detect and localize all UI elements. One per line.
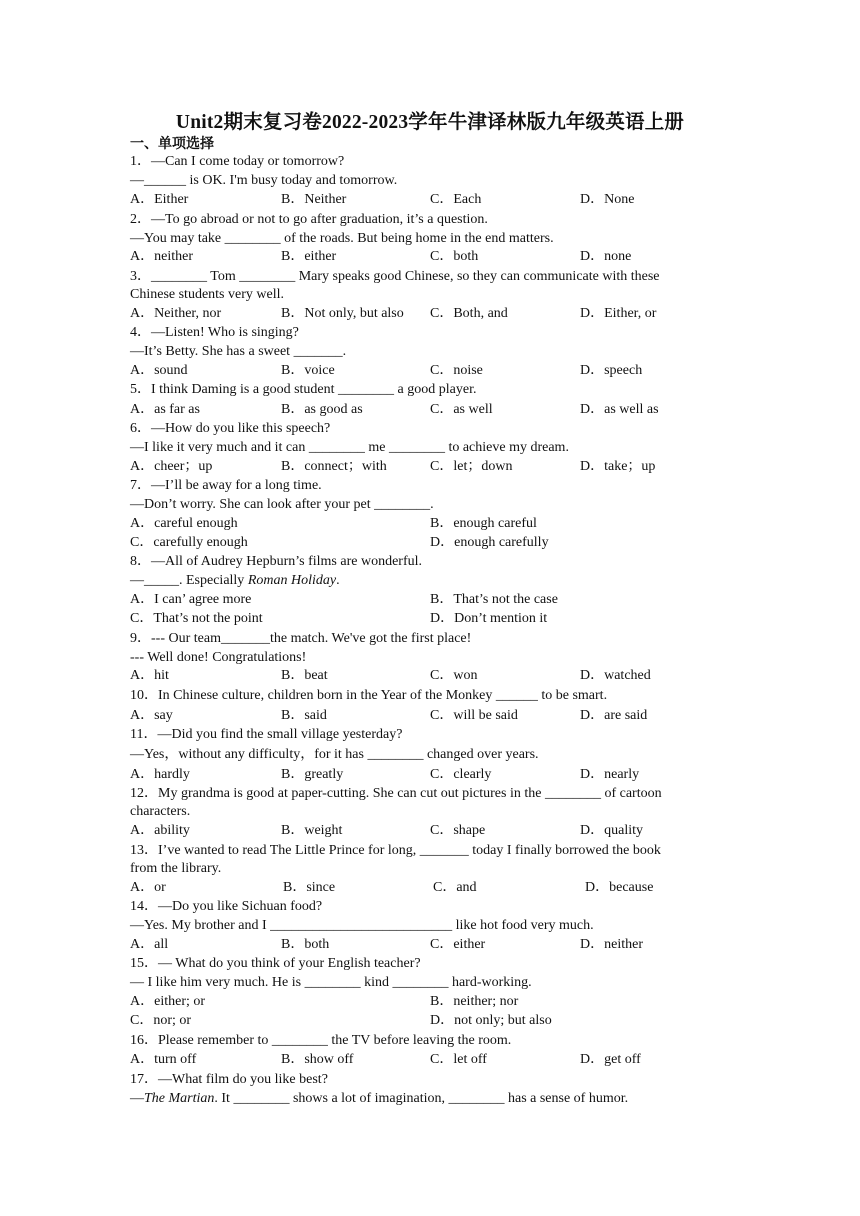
page-title: Unit2期末复习卷2022-2023学年牛津译林版九年级英语上册	[175, 112, 685, 133]
option-d: D．neither	[580, 937, 643, 952]
option-a: A．I can’ agree more	[130, 592, 252, 607]
option-c: C．clearly	[430, 767, 492, 782]
option-c: C．Both, and	[430, 306, 508, 321]
question-stem: 3．________ Tom ________ Mary speaks good Chinese, so they can communicate with these	[130, 269, 660, 284]
option-d: D．take；up	[580, 459, 656, 474]
question-stem: 11．—Did you find the small village yesterday?	[130, 727, 403, 742]
option-d: D．enough carefully	[430, 535, 549, 550]
option-a: A．say	[130, 708, 173, 723]
question-stem: 9．--- Our team_______the match. We've got the first place!	[130, 631, 472, 646]
question-stem: 8．—All of Audrey Hepburn’s films are wonderful.	[130, 554, 422, 569]
question-line: characters.	[130, 804, 191, 819]
option-b: B．as good as	[281, 402, 363, 417]
option-c: C．That’s not the point	[130, 611, 263, 626]
question-line: —I like it very much and it can ________ me ________ to achieve my dream.	[130, 440, 569, 455]
option-a: A．hit	[130, 668, 169, 683]
option-d: D．are said	[580, 708, 648, 723]
question-stem: 7．—I’ll be away for a long time.	[130, 478, 322, 493]
option-d: D．none	[580, 249, 632, 264]
option-c: C．either	[430, 937, 486, 952]
option-b: B．neither; nor	[430, 994, 519, 1009]
question-line: —______ is OK. I'm busy today and tomorrow.	[130, 173, 398, 188]
option-c: C．as well	[430, 402, 493, 417]
option-c: C．carefully enough	[130, 535, 248, 550]
question-line: —The Martian. It ________ shows a lot of imagination, ________ has a sense of humor.	[130, 1091, 629, 1106]
option-a: A．all	[130, 937, 169, 952]
option-c: C．won	[430, 668, 478, 683]
option-d: D．get off	[580, 1052, 641, 1067]
option-a: A．turn off	[130, 1052, 197, 1067]
option-a: A．careful enough	[130, 516, 238, 531]
option-b: B．enough careful	[430, 516, 537, 531]
option-a: A．Neither, nor	[130, 306, 222, 321]
option-a: A．sound	[130, 363, 188, 378]
question-line: — I like him very much. He is ________ kind ________ hard-working.	[130, 975, 532, 990]
option-d: D．nearly	[580, 767, 640, 782]
question-stem: 12．My grandma is good at paper-cutting. She can cut out pictures in the ________ of cartoon	[130, 786, 662, 801]
italic-title: The Martian	[144, 1091, 215, 1106]
question-line: —Yes. My brother and I __________________________ like hot food very much.	[130, 918, 594, 933]
option-d: D．not only; but also	[430, 1013, 552, 1028]
option-c: C．Each	[430, 192, 482, 207]
option-b: B．show off	[281, 1052, 354, 1067]
question-stem: 15．— What do you think of your English teacher?	[130, 956, 421, 971]
option-c: C．will be said	[430, 708, 518, 723]
question-stem: 1．—Can I come today or tomorrow?	[130, 154, 345, 169]
option-b: B．either	[281, 249, 337, 264]
option-b: B．since	[283, 880, 336, 895]
option-b: B．voice	[281, 363, 335, 378]
option-b: B．connect；with	[281, 459, 387, 474]
option-d: D．Either, or	[580, 306, 657, 321]
option-a: A．ability	[130, 823, 190, 838]
question-stem: 16．Please remember to ________ the TV before leaving the room.	[130, 1033, 512, 1048]
option-d: D．None	[580, 192, 635, 207]
question-line: --- Well done! Congratulations!	[130, 650, 307, 665]
option-d: D．speech	[580, 363, 643, 378]
option-d: D．watched	[580, 668, 651, 683]
option-b: B．Not only, but also	[281, 306, 404, 321]
option-b: B．greatly	[281, 767, 344, 782]
option-a: A．or	[130, 880, 166, 895]
option-a: A．hardly	[130, 767, 190, 782]
question-line: —You may take ________ of the roads. But being home in the end matters.	[130, 231, 554, 246]
option-c: C．and	[433, 880, 477, 895]
question-stem: 13．I’ve wanted to read The Little Prince for long, _______ today I finally borrowed the book	[130, 843, 661, 858]
option-a: A．as far as	[130, 402, 200, 417]
option-b: B．weight	[281, 823, 343, 838]
option-d: D．as well as	[580, 402, 659, 417]
option-b: B．beat	[281, 668, 328, 683]
option-a: A．cheer；up	[130, 459, 213, 474]
italic-title: Roman Holiday	[247, 573, 337, 588]
question-line: from the library.	[130, 861, 222, 876]
option-a: A．Either	[130, 192, 189, 207]
option-c: C．let off	[430, 1052, 487, 1067]
option-b: B．both	[281, 937, 330, 952]
option-b: B．said	[281, 708, 327, 723]
question-stem: 4．—Listen! Who is singing?	[130, 325, 299, 340]
question-line: —Yes，without any difficulty，for it has ________ changed over years.	[130, 747, 539, 762]
question-stem: 2．—To go abroad or not to go after graduation, it’s a question.	[130, 212, 488, 227]
option-c: C．shape	[430, 823, 486, 838]
option-c: C．let；down	[430, 459, 513, 474]
question-line: —Don’t worry. She can look after your pet ________.	[130, 497, 434, 512]
option-d: D．because	[585, 880, 654, 895]
question-stem: 17．—What film do you like best?	[130, 1072, 328, 1087]
option-c: C．nor; or	[130, 1013, 192, 1028]
question-stem: 6．—How do you like this speech?	[130, 421, 331, 436]
option-a: A．either; or	[130, 994, 206, 1009]
section-heading: 一、单项选择	[130, 136, 214, 152]
option-b: B．That’s not the case	[430, 592, 558, 607]
option-a: A．neither	[130, 249, 193, 264]
question-line: —It’s Betty. She has a sweet _______.	[130, 344, 347, 359]
option-c: C．both	[430, 249, 479, 264]
question-stem: 5．I think Daming is a good student ________ a good player.	[130, 382, 477, 397]
option-c: C．noise	[430, 363, 483, 378]
question-line: Chinese students very well.	[130, 287, 284, 302]
question-stem: 10．In Chinese culture, children born in the Year of the Monkey ______ to be smart.	[130, 688, 608, 703]
question-stem: 14．—Do you like Sichuan food?	[130, 899, 323, 914]
option-d: D．quality	[580, 823, 643, 838]
question-line: —_____. Especially Roman Holiday.	[130, 573, 340, 588]
option-b: B．Neither	[281, 192, 347, 207]
option-d: D．Don’t mention it	[430, 611, 548, 626]
